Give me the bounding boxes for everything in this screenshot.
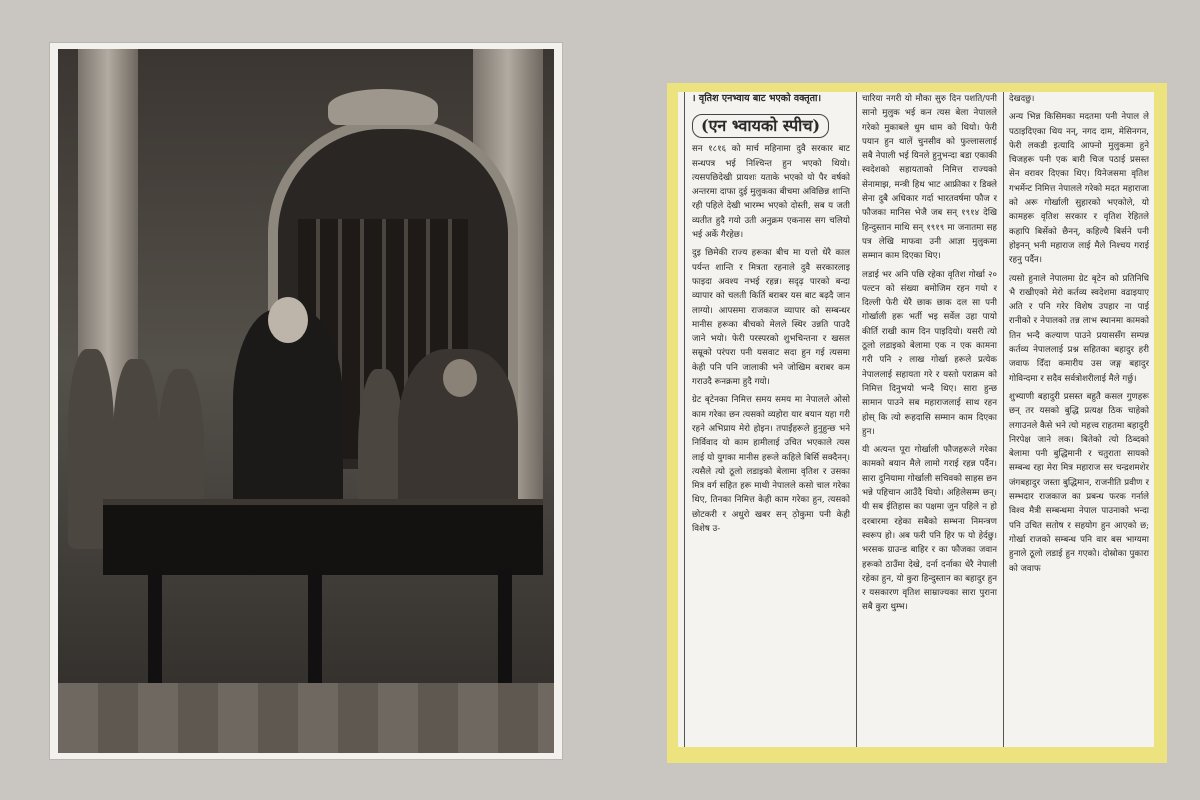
article-paragraph: त्यसो हुनाले नेपालमा ग्रेट बृटेन को प्रतिनिधि भै राखीएको मेरो कर्तव्य स्वदेशमा वढाइयाए अति र पनि गरेर विशेष उपहार ना पाई रानीको र नेपालको तन्न लाभ स्थानमा कामको तिन भन्दै कल्याण पाउने प्रयाससँग सम्पन्न कर्तव्य नेपाललाई प्रश्न सहितका बहादुर हरी जवाफ दिँदा कमारीय उस जङ्ग बहादुर गोविन्दमा र सदैव सर्वत्रोशरीलाई मैले गर्छु। (1009, 273, 1149, 384)
article-kicker: । वृतिश एनभ्वाय बाट भएको वक्तृता। (692, 93, 822, 104)
photo-maharaja-head (443, 359, 477, 397)
article-paragraph: देखदछु। (1009, 94, 1035, 104)
photo-crest (328, 89, 438, 125)
article-column-3 (1009, 92, 1149, 747)
article-paragraph: अन्य भिन्न किसिमका मदतमा पनी नेपाल ले पठाइदिएका थिय नन्, नगद दाम, मेसिनगन, फेरी लकडी इत्यादि आफ्नो मुलुकमा हुने चिजहरू पनी एक बारी चिज पठाई प्रसस्त सेन वरावर दिएका थिए। यिनेजसमा वृतिश गभर्मेन्ट निमित्त नेपालले गरेको मदत महाराजा को अरू गोर्खाली सुहारको भएकोले, यो कामहरू वृतिश सरकार र वृतिश रेहितले कहापि बिर्सेको छैनन्, कहिल्यै बिर्सने पनी होइनन् भनी महाराज लाई मैले निश्चय गराई रहनु पर्दैन। (1009, 112, 1149, 266)
article-paragraph: दुइ छिमेकी राज्य हरूका बीच मा यत्तो धेरै काल पर्यन्त शान्ति र मित्रता रहनाले दुवै सरकारलाइ फाइदा अवश्य नभई रहन्न। सदृढ़ पारको बन्दा व्यापार को चलती किर्ति बराबर यस बाट बढ़दै जान लाग्यो। आपसमा राजकाज व्यापार को सम्बन्धर मानीस हरूका बीचको मेलले स्थिर उन्नति पाउदै जाने भयो। फेरी परस्परको शुभचिन्तना र खसल सम्रूको परंपरा पनी यसवाट सदा हुन गई त्यसमा केही पनि पनि जालाकी भने जोखिम बराबर कम गराउदै रूनक्रमा हुदै गयो। (692, 248, 850, 388)
photo-scene (58, 49, 554, 753)
article-headline: (एन भ्वायको स्पीच) (692, 114, 829, 138)
article-paragraph: यी अत्यन्त पूरा गोर्खाली फौजहरूले गरेका कामको बयान मैले लामो गराई रहन्न पर्दैन। सारा दुनियामा गोर्खाली सचिवको साहस छन भन्ने पहिचान आउँदै थियो। अहिलेसम्म छन्। यी सब ईतिहास का पक्षमा जुन पहिले न हो दरबारमा रहेका सबैको सम्भना निमन्त्रण स्वरूप हो। अब फरी पनि हिर फ यो हेर्दछु। भरसक ग्राउन्ड बाहिर र का फौजका जवान हरूको ठाउँमा देखे, दर्ना दर्नाका धेरै नेपाली रहेका हुन, यो कुरा हिन्दुस्तान का बहादुर हुन र यसकारण वृतिश साम्राज्यका सारा पुराना सबै कुरा थुम्भ। (862, 445, 997, 613)
photo-floor (58, 683, 554, 753)
article-paragraph: लडाई भर अनि पछि रहेका वृतिश गोर्खा २० पल्टन को संख्या बमोजिम रहन गयो र दिल्ली फेरी धेरै छाक छाक दल सा पनी गोर्खाली हरू भर्ती भइ सर्वेल उहा पायो कीर्ति राखी काम दिन पाइदियो। यसरी त्यो ठूलो लडाइको बेलामा एक न एक कामना गरी पनि २ लाख गोर्खा हरूले प्रत्येक नेपाललाई सहायता गरे र यस्तो पराक्रम को निमित्त दिनुभयो भन्दै थिए। सारा हुन्छ सामान पाउने सब महाराजलाई साथ रहन होस् कि त्यो रूहदासि सम्मान काम दिएका हुन। (862, 269, 997, 437)
article-paragraph: चारिया नगरी यो मौका सुरु दिन पशति/पनी सानो मुलुक भई कन त्यस बेला नेपालले गरेको मुकाबले धुम धाम को थियो। फेरी पयान हुन थालें चुनसीव को फुल्लासलाई सबै नेपाली भई यिनले हुनुभन्दा बडा एकाकी स्वदेशको सहायताको निमित्त राज्यको सेनामाझ, मन्त्री हिथ भाट आफ्रीका र डिक्ले सेना दुबै अधिकार गर्दा भारतवर्षमा फौज र फौजका मानिस भेजै जब सन् १९१४ देखि हिन्दुस्तान माथि सन् १९१९ मा जनातमा सह पत्र लेखि माफवा उनी आज्ञा मुलुकमा सम्मान काम दिएका थिए। (862, 94, 997, 262)
newspaper-clipping (667, 83, 1167, 763)
column-rule (1003, 92, 1004, 747)
article-paragraph: शुभ्याणी बहादुरी प्रसस्त बहुतै कसल गुणहरू छन् तर यसको बुद्धि प्रत्यक्ष ठिक चाहेको लगाउनले कैसे भने त्यो महत्त्व राहतमा बहादुरी निरपेक्ष जाने लक। बितेको त्यो ठिब्दको बेलामा पनी बुद्धिमानी र चतुराता सायको सम्बन्ध रहा मेरा मित्र महाराज सर चन्द्रशमशेर जंगबहादुर जस्ता बुद्धिमान, राजनीति प्रवीण र सम्भदार राजकाज का प्रबन्ध फरक गर्नाले विश्व मैत्री सम्बन्धमा नेपाल पाउनाको भन्दा पनि उचित सतोष र सहयोग हुन आएको छ; गोर्खा राजको सम्बन्ध पनि वार बस भाग्यमा हुनाले ठूलो लडाई हुन गएको। दोस्रोका पुकारा को जवाफ (1009, 391, 1149, 574)
historical-photograph (50, 43, 562, 759)
clipping-page (678, 92, 1154, 747)
photo-envoy-head (268, 297, 308, 343)
article-column-1 (692, 92, 850, 747)
column-rule (684, 92, 685, 747)
article-column-2 (862, 92, 997, 747)
column-rule (856, 92, 857, 747)
photo-table (103, 499, 543, 575)
article-paragraph: ग्रेट बृटेनका निमित्त समय समय मा नेपालले ओसो काम गरेका छन त्यसको व्यहोरा यार बयान यहा गरी रहने अभिप्राय मेरो होइन। तपाईंहरूले हुनुहुन्छ भने निर्विवाद यो काम हामीलाई उचित भएकाले त्यस लाई यो युगका मानीस हरूले कहिले बिर्सि सक्दैनन्। त्यसैले त्यो ठूलो लडाइको बेलामा वृतिश र उसका मित्र वर्ग सहित हरू माथी नेपालले कसो चाल गरेका थिए, तिनका निमित्त केही काम गरेका हुन, त्यसको छोटकरी र अधुरो खबर सन् ठ़ोकुमा पनी केही विशेष उ- (692, 395, 850, 535)
article-paragraph: सन १८१६ को मार्च महिनामा दुवै सरकार बाट सन्धपत्र भई निश्चिन्त हुन भएको थियो। त्यसपछिदेखी प्रायशः यताके भएको यो पैर वर्षको अन्तरमा दाफा दुई मुलुकका बीचमा अविछिन्न शान्ति रही पहिले देखी भारम्भ भएको दोस्ती, सब य जती व्यतीत हुदै गयो उती अनुक्रम एकनास सग चलियो भई अर्के गैरहेछ। (692, 144, 850, 241)
